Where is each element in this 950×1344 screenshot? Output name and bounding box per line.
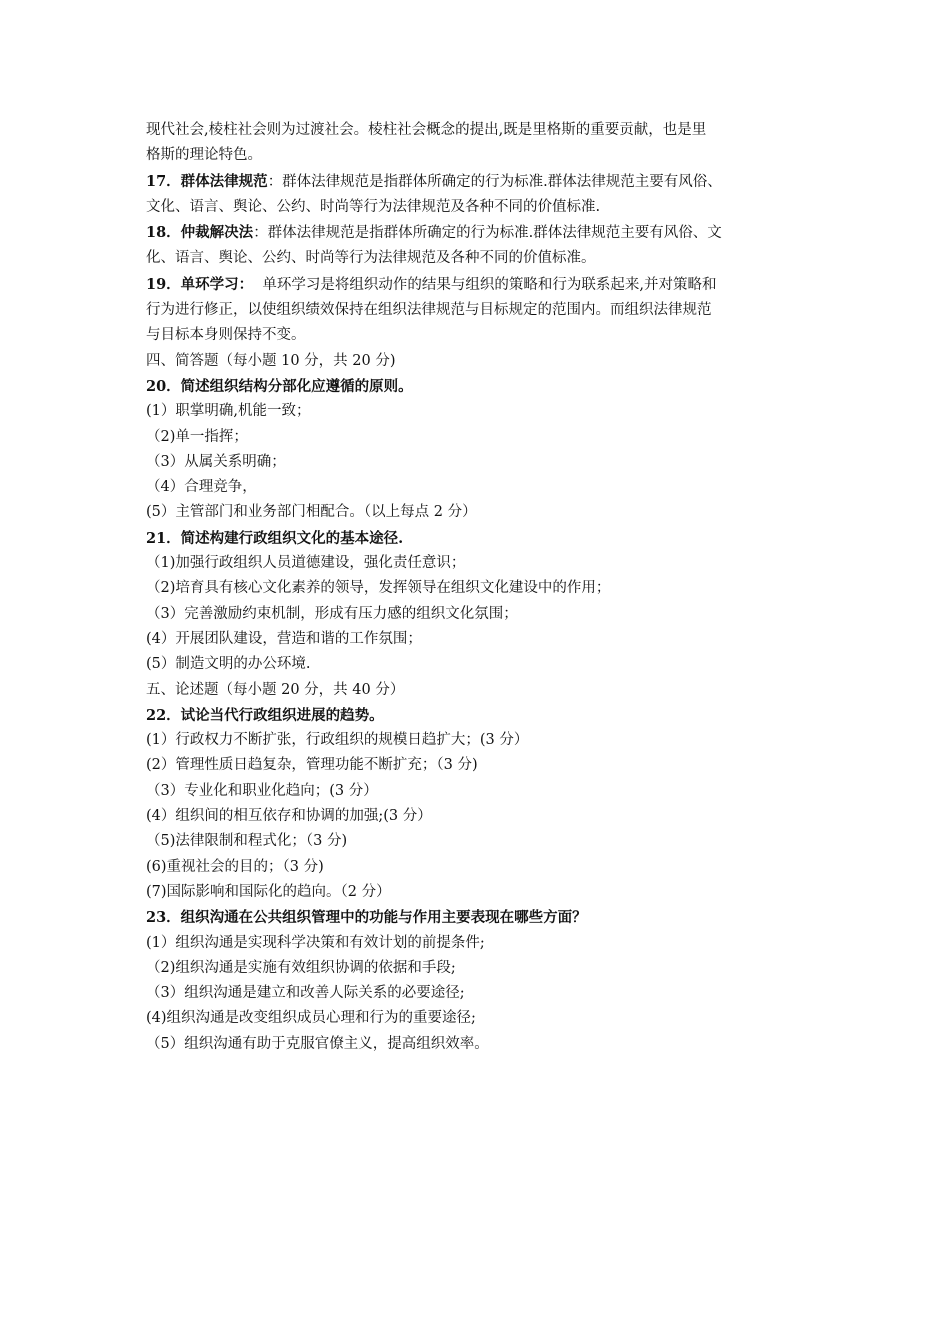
- question-20: [146, 374, 814, 526]
- question-20-point: （3）从属关系明确；: [146, 453, 286, 470]
- question-23-point: (1）组织沟通是实现科学决策和有效计划的前提条件;: [146, 934, 485, 951]
- question-23-title: 23．组织沟通在公共组织管理中的功能与作用主要表现在哪些方面？: [146, 909, 587, 927]
- question-21-title: 21．简述构建行政组织文化的基本途径.: [146, 529, 404, 547]
- question-20-title: 20．简述组织结构分部化应遵循的原则。: [146, 377, 413, 395]
- question-22-point: （5)法律限制和程式化；（3 分): [146, 833, 348, 850]
- question-22-point: (1）行政权力不断扩张，行政组织的规模日趋扩大；(3 分）: [146, 732, 529, 749]
- question-22-point: (7)国际影响和国际化的趋向。（2 分）: [146, 883, 391, 900]
- question-21-point: （2)培育具有核心文化素养的领导，发挥领导在组织文化建设中的作用；: [146, 580, 611, 597]
- question-23-point: （5）组织沟通有助于克服官僚主义，提高组织效率。: [146, 1035, 489, 1052]
- intro-paragraph: [146, 118, 814, 169]
- question-20-point: （4）合理竞争，: [146, 479, 257, 496]
- question-20-point: （2)单一指挥；: [146, 428, 248, 445]
- question-22-point: (6)重视社会的目的；（3 分): [146, 858, 324, 875]
- question-20-point: (5）主管部门和业务部门相配合。（以上每点 2 分）: [146, 504, 477, 521]
- definition-17-line-2: 文化、语言、舆论、公约、时尚等行为法律规范及各种不同的价值标准.: [146, 198, 601, 215]
- section-5-title: 五、论述题（每小题 20 分，共 40 分）: [146, 681, 405, 698]
- question-22: [146, 703, 814, 905]
- question-23: [146, 905, 814, 1057]
- question-22-point: (2）管理性质日趋复杂，管理功能不断扩充；（3 分): [146, 757, 478, 774]
- intro-line-1: 现代社会,棱柱社会则为过渡社会。棱柱社会概念的提出,既是里格斯的重要贡献，也是里: [146, 122, 707, 138]
- definition-19: [146, 272, 814, 349]
- section-4-title: 四、简答题（每小题 10 分，共 20 分): [146, 352, 396, 369]
- intro-line-2: 格斯的理论特色。: [146, 147, 262, 164]
- term-17: 17．群体法律规范: [146, 172, 268, 190]
- definition-17-line-1: ：群体法律规范是指群体所确定的行为标准.群体法律规范主要有风俗、: [267, 173, 722, 190]
- definition-19-line-2: 行为进行修正，以使组织绩效保持在组织法律规范与目标规定的范围内。而组织法律规范: [146, 302, 712, 319]
- document-page: [146, 118, 814, 1057]
- question-23-point: （2)组织沟通是实施有效组织协调的依据和手段;: [146, 959, 456, 976]
- definition-19-line-3: 与目标本身则保持不变。: [146, 327, 306, 344]
- question-21-point: (4）开展团队建设，营造和谐的工作氛围；: [146, 630, 422, 647]
- definition-18-line-2: 化、语言、舆论、公约、时尚等行为法律规范及各种不同的价值标准。: [146, 250, 596, 267]
- question-23-point: （3）组织沟通是建立和改善人际关系的必要途径;: [146, 985, 465, 1002]
- question-20-point: (1）职掌明确,机能一致；: [146, 403, 311, 420]
- term-19: 19．单环学习：: [146, 275, 254, 293]
- question-21-point: （1)加强行政组织人员道德建设，强化责任意识；: [146, 555, 466, 572]
- definition-18-line-1: ：群体法律规范是指群体所确定的行为标准.群体法律规范主要有风俗、文: [253, 225, 722, 242]
- question-21: [146, 526, 814, 678]
- question-21-point: （3）完善激励约束机制，形成有压力感的组织文化氛围；: [146, 605, 518, 622]
- question-22-point: （3）专业化和职业化趋向；(3 分）: [146, 782, 378, 799]
- definition-18: [146, 220, 814, 272]
- question-23-point: (4)组织沟通是改变组织成员心理和行为的重要途径;: [146, 1010, 476, 1027]
- question-22-title: 22．试论当代行政组织进展的趋势。: [146, 706, 384, 724]
- definition-19-line-1: 单环学习是将组织动作的结果与组织的策略和行为联系起来,并对策略和: [253, 276, 717, 293]
- question-21-point: (5）制造文明的办公环境.: [146, 656, 311, 673]
- question-22-point: (4）组织间的相互依存和协调的加强;(3 分）: [146, 808, 432, 825]
- definition-17: [146, 169, 814, 221]
- term-18: 18．仲裁解决法: [146, 224, 254, 242]
